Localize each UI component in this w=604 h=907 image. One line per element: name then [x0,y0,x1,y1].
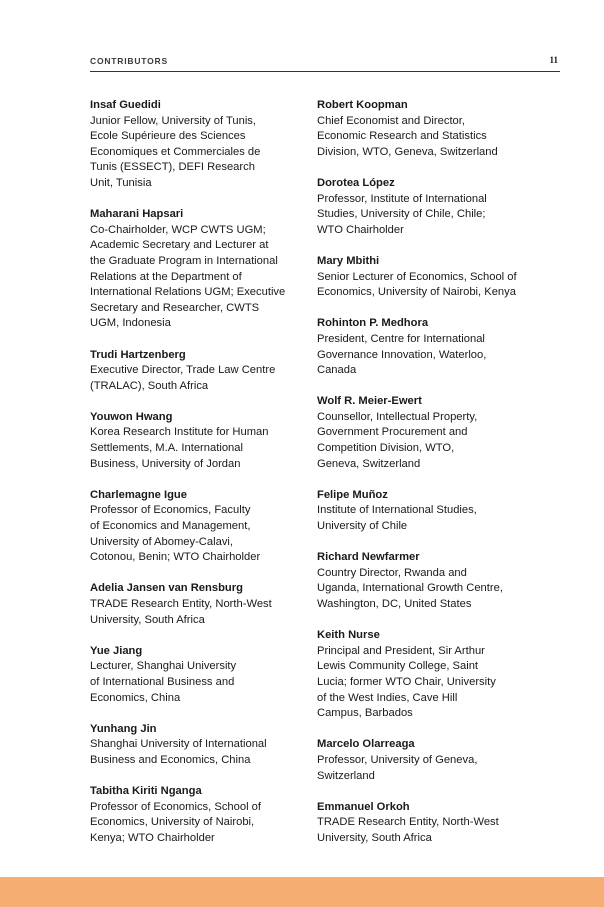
contributor-affiliation-line: University of Chile [317,520,408,533]
contributor-name: Richard Newfarmer [317,551,420,564]
contributor-entry [317,98,553,160]
contributor-affiliation-line: Principal and President, Sir Arthur [317,644,485,657]
contributor-name: Marcelo Olarreaga [317,738,415,751]
contributor-name: Wolf R. Meier-Ewert [317,395,422,408]
contributor-entry [90,488,308,566]
contributor-affiliation-line: Senior Lecturer of Economics, School of [317,270,517,283]
contributor-entry [317,737,553,784]
contributor-affiliation-line: Shanghai University of International [90,738,267,751]
contributor-entry [90,644,308,706]
contributor-affiliation-line: Governance Innovation, Waterloo, [317,348,487,361]
contributor-entry [90,784,308,846]
contributor-affiliation-line: Settlements, M.A. International [90,442,243,455]
contributor-affiliation-line: Competition Division, WTO, [317,442,455,455]
contributor-affiliation-line: Business, University of Jordan [90,457,241,470]
footer-color-band [0,877,604,907]
contributor-affiliation-line: Lecturer, Shanghai University [90,660,237,673]
contributor-entry [90,722,308,769]
contributor-affiliation-line: Business and Economics, China [90,753,251,766]
contributor-affiliation-line: Economiques et Commerciales de [90,145,261,158]
contributor-affiliation-line: UGM, Indonesia [90,317,171,330]
contributor-name: Yunhang Jin [90,722,157,735]
contributor-name: Maharani Hapsari [90,208,184,221]
contributor-name: Adelia Jansen van Rensburg [90,582,243,595]
contributor-entry [317,550,553,612]
contributor-name: Emmanuel Orkoh [317,800,410,813]
contributor-affiliation-line: Secretary and Researcher, CWTS [90,301,260,314]
contributor-affiliation-line: Economics, University of Nairobi, Kenya [317,286,516,299]
contributor-affiliation-line: TRADE Research Entity, North-West [317,816,499,829]
contributor-name: Tabitha Kiriti Nganga [90,785,202,798]
contributor-entry [317,316,553,378]
contributor-entry [90,98,308,192]
contributor-affiliation-line: University of Abomey-Calavi, [90,535,234,548]
contributor-affiliation-line: Relations at the Department of [90,270,242,283]
contributor-affiliation-line: Institute of International Studies, [317,504,477,517]
contributor-name: Dorotea López [317,176,395,189]
contributor-affiliation-line: Country Director, Rwanda and [317,566,467,579]
contributor-affiliation-line: Professor of Economics, Faculty [90,504,251,517]
contributor-affiliation-line: Campus, Barbados [317,707,413,720]
contributor-affiliation-line: Studies, University of Chile, Chile; [317,208,486,221]
contributor-entry [317,394,553,472]
contributor-name: Keith Nurse [317,629,380,642]
contributor-affiliation-line: Tunis (ESSECT), DEFI Research [90,161,255,174]
contributor-affiliation-line: Canada [317,364,357,377]
contributor-name: Felipe Muñoz [317,488,388,501]
contributor-affiliation-line: of Economics and Management, [90,520,251,533]
running-header-title: CONTRIBUTORS [90,56,168,66]
contributor-entry [90,410,308,472]
contributor-affiliation-line: Co-Chairholder, WCP CWTS UGM; [90,223,266,236]
contributor-affiliation-line: (TRALAC), South Africa [90,379,209,392]
contributor-name: Trudi Hartzenberg [90,348,186,361]
contributor-affiliation-line: Chief Economist and Director, [317,114,465,127]
contributor-name: Mary Mbithi [317,254,380,267]
contributor-name: Charlemagne Igue [90,488,187,501]
contributor-affiliation-line: Professor, University of Geneva, [317,753,478,766]
contributor-affiliation-line: Lewis Community College, Saint [317,660,479,673]
contributor-affiliation-line: Division, WTO, Geneva, Switzerland [317,145,498,158]
contributor-entry [317,254,553,301]
page-number: 11 [549,55,558,65]
contributor-entry [90,581,308,628]
contributor-entry [317,800,553,847]
contributor-affiliation-line: Economics, University of Nairobi, [90,816,255,829]
contributor-affiliation-line: University, South Africa [317,831,432,844]
contributors-column-left [90,98,308,862]
contributor-entry [317,176,553,238]
contributor-affiliation-line: President, Centre for International [317,332,485,345]
contributor-name: Youwon Hwang [90,410,173,423]
contributor-affiliation-line: Cotonou, Benin; WTO Chairholder [90,551,261,564]
contributor-name: Robert Koopman [317,99,408,111]
contributor-affiliation-line: Uganda, International Growth Centre, [317,582,503,595]
running-header [90,54,560,72]
contributor-affiliation-line: Geneva, Switzerland [317,457,421,470]
contributor-affiliation-line: Korea Research Institute for Human [90,426,269,439]
contributor-affiliation-line: Economic Research and Statistics [317,130,487,143]
contributor-affiliation-line: Unit, Tunisia [90,176,152,189]
contributor-affiliation-line: TRADE Research Entity, North-West [90,598,272,610]
contributor-entry [317,488,553,535]
contributors-column-right [317,98,553,862]
contributor-affiliation-line: Government Procurement and [317,426,468,439]
contributor-affiliation-line: of International Business and [90,675,235,688]
contributor-entry [90,348,308,395]
contributor-affiliation-line: Ecole Supérieure des Sciences [90,130,246,143]
contributor-affiliation-line: Kenya; WTO Chairholder [90,831,215,844]
contributor-name: Yue Jiang [90,644,143,657]
contributor-affiliation-line: International Relations UGM; Executive [90,286,286,299]
contributor-affiliation-line: Switzerland [317,769,375,782]
contributor-affiliation-line: Counsellor, Intellectual Property, [317,410,478,423]
contributor-affiliation-line: Executive Director, Trade Law Centre [90,364,276,377]
contributor-name: Insaf Guedidi [90,99,161,111]
contributor-affiliation-line: Academic Secretary and Lecturer at [90,239,269,252]
contributor-affiliation-line: Professor, Institute of International [317,192,487,205]
contributor-entry [90,207,308,332]
contributor-affiliation-line: WTO Chairholder [317,223,404,236]
contributor-affiliation-line: Economics, China [90,691,181,704]
contributor-affiliation-line: University, South Africa [90,613,205,626]
contributor-affiliation-line: of the West Indies, Cave Hill [317,691,458,704]
contributor-affiliation-line: Lucia; former WTO Chair, University [317,675,496,688]
contributor-name: Rohinton P. Medhora [317,317,429,330]
contributor-affiliation-line: Junior Fellow, University of Tunis, [90,114,257,127]
contributor-affiliation-line: the Graduate Program in International [90,254,278,267]
contributor-entry [317,628,553,722]
contributor-affiliation-line: Professor of Economics, School of [90,800,261,813]
contributor-affiliation-line: Washington, DC, United States [317,598,472,610]
